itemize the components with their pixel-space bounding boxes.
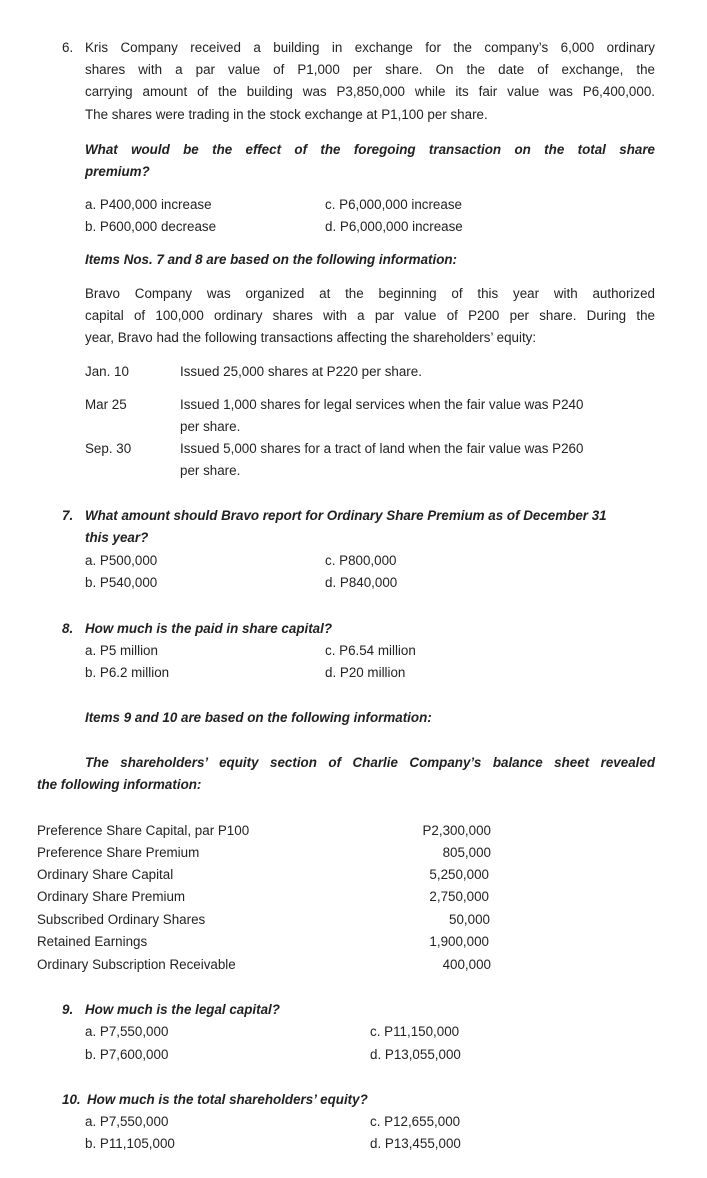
equity-row-amount: 50,000 bbox=[449, 912, 490, 927]
equity-row-amount: 5,250,000 bbox=[429, 867, 489, 882]
question-prompt: What would be the effect of the foregoing transaction on the total share bbox=[85, 142, 655, 157]
question-number: 6. bbox=[62, 40, 74, 55]
question-prompt: How much is the legal capital? bbox=[85, 1002, 280, 1017]
option-c: c. P11,150,000 bbox=[370, 1024, 460, 1039]
option-a: a. P400,000 increase bbox=[85, 197, 212, 212]
option-b: b. P11,105,000 bbox=[85, 1136, 175, 1151]
transaction-text: per share. bbox=[180, 419, 241, 434]
question-prompt: this year? bbox=[85, 530, 149, 545]
option-a: a. P7,550,000 bbox=[85, 1114, 169, 1129]
option-b: b. P6.2 million bbox=[85, 665, 170, 680]
option-d: d. P6,000,000 increase bbox=[325, 219, 463, 234]
info-paragraph-line: year, Bravo had the following transactions affecting the shareholders’ equity: bbox=[85, 330, 537, 345]
transaction-text: Issued 1,000 shares for legal services when the fair value was P240 bbox=[180, 397, 584, 412]
transaction-text: per share. bbox=[180, 463, 241, 478]
question-stem-line: shares with a par value of P1,000 per share. On the date of exchange, the bbox=[85, 62, 655, 77]
equity-row-label: Preference Share Premium bbox=[37, 845, 200, 860]
equity-row-amount: 2,750,000 bbox=[429, 889, 489, 904]
info-paragraph-line: capital of 100,000 ordinary shares with a par value of P200 per share. During the bbox=[85, 308, 655, 323]
option-a: a. P5 million bbox=[85, 643, 158, 658]
equity-row-label: Subscribed Ordinary Shares bbox=[37, 912, 206, 927]
option-d: d. P840,000 bbox=[325, 575, 398, 590]
question-stem-line: The shares were trading in the stock exchange at P1,100 per share. bbox=[85, 107, 488, 122]
option-c: c. P800,000 bbox=[325, 553, 397, 568]
option-b: b. P540,000 bbox=[85, 575, 158, 590]
option-d: d. P13,455,000 bbox=[370, 1136, 461, 1151]
question-stem-line: Kris Company received a building in exchange for the company’s 6,000 ordinary bbox=[85, 40, 655, 55]
question-prompt: premium? bbox=[85, 164, 150, 179]
equity-row-label: Retained Earnings bbox=[37, 934, 148, 949]
question-stem-line: carrying amount of the building was P3,850,000 while its fair value was P6,400,000. bbox=[85, 84, 655, 99]
question-number: 10. bbox=[62, 1092, 81, 1107]
option-d: d. P20 million bbox=[325, 665, 406, 680]
equity-row-label: Preference Share Capital, par P100 bbox=[37, 823, 250, 838]
option-a: a. P7,550,000 bbox=[85, 1024, 169, 1039]
option-b: b. P600,000 decrease bbox=[85, 219, 217, 234]
section-heading: Items Nos. 7 and 8 are based on the following information: bbox=[85, 252, 458, 267]
equity-row-label: Ordinary Share Capital bbox=[37, 867, 174, 882]
equity-row-amount: 400,000 bbox=[442, 957, 491, 972]
equity-row-amount: P2,300,000 bbox=[422, 823, 491, 838]
transaction-date: Jan. 10 bbox=[85, 364, 129, 379]
transaction-date: Sep. 30 bbox=[85, 441, 132, 456]
question-number: 8. bbox=[62, 621, 74, 636]
transaction-text: Issued 5,000 shares for a tract of land when the fair value was P260 bbox=[180, 441, 584, 456]
info-intro-line: the following information: bbox=[37, 777, 202, 792]
option-a: a. P500,000 bbox=[85, 553, 158, 568]
equity-row-label: Ordinary Share Premium bbox=[37, 889, 186, 904]
question-prompt: How much is the total shareholders’ equity? bbox=[87, 1092, 368, 1107]
option-c: c. P6.54 million bbox=[325, 643, 416, 658]
equity-row-amount: 1,900,000 bbox=[429, 934, 489, 949]
question-prompt: How much is the paid in share capital? bbox=[85, 621, 333, 636]
option-c: c. P6,000,000 increase bbox=[325, 197, 462, 212]
question-number: 9. bbox=[62, 1002, 74, 1017]
option-d: d. P13,055,000 bbox=[370, 1047, 461, 1062]
question-number: 7. bbox=[62, 508, 74, 523]
section-heading: Items 9 and 10 are based on the following information: bbox=[85, 710, 432, 725]
option-c: c. P12,655,000 bbox=[370, 1114, 461, 1129]
question-prompt: What amount should Bravo report for Ordinary Share Premium as of December 31 bbox=[85, 508, 607, 523]
info-paragraph-line: Bravo Company was organized at the beginning of this year with authorized bbox=[85, 286, 655, 301]
equity-row-amount: 805,000 bbox=[442, 845, 491, 860]
equity-row-label: Ordinary Subscription Receivable bbox=[37, 957, 236, 972]
transaction-text: Issued 25,000 shares at P220 per share. bbox=[180, 364, 422, 379]
option-b: b. P7,600,000 bbox=[85, 1047, 169, 1062]
info-intro-line: The shareholders’ equity section of Charlie Company’s balance sheet revealed bbox=[85, 755, 655, 770]
transaction-date: Mar 25 bbox=[85, 397, 127, 412]
